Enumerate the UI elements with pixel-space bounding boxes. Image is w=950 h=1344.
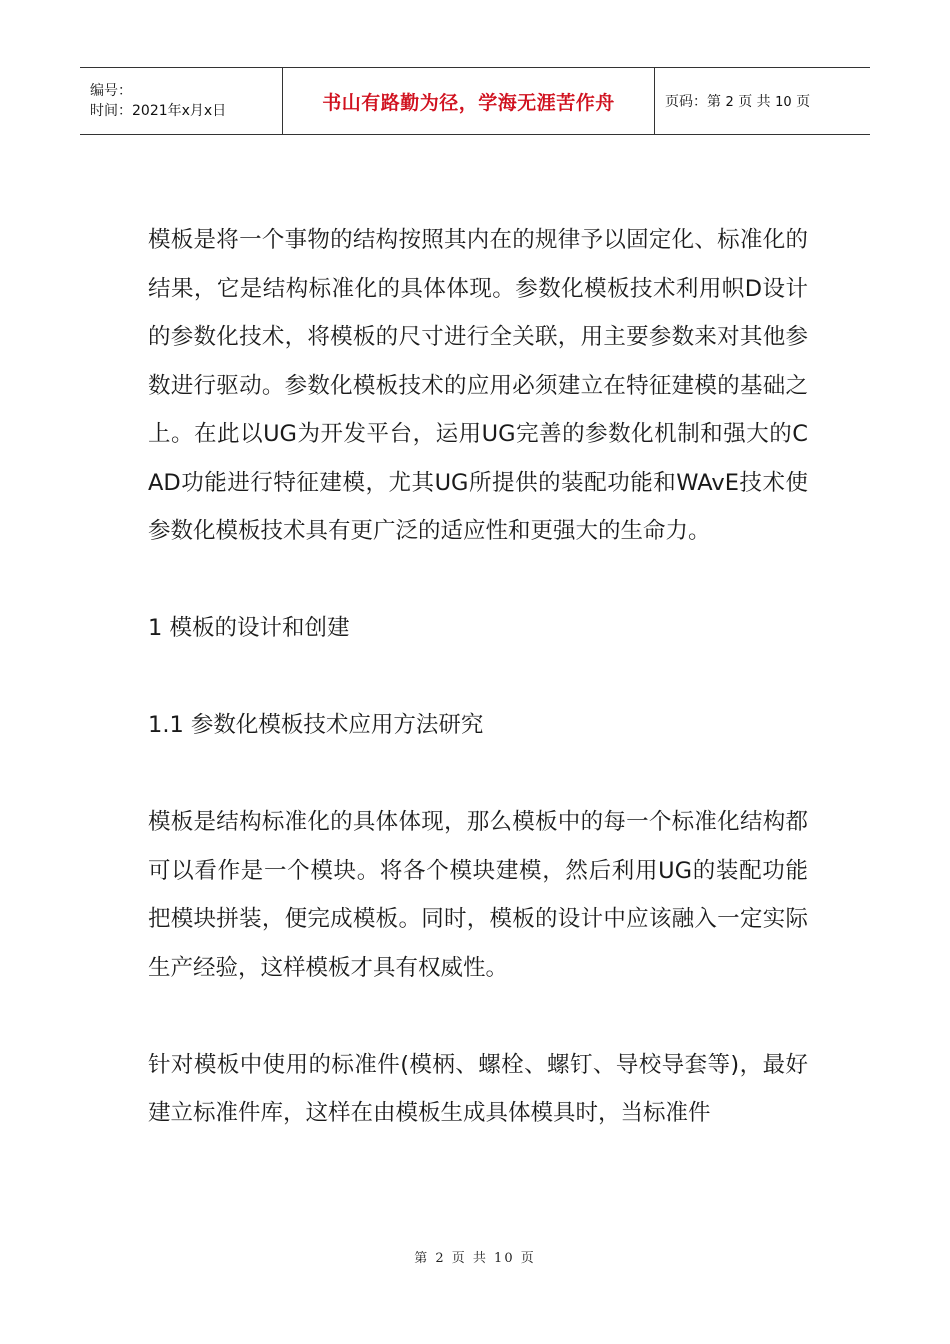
document-header	[80, 67, 870, 135]
paragraph-1: 模板是将一个事物的结构按照其内在的规律予以固定化、标准化的结果，它是结构标准化的具体体现。参数化模板技术利用帜D设计的参数化技术，将模板的尺寸进行全关联，用主要参数来对其他参数进行驱动。参数化模板技术的应用必须建立在特征建模的基础之上。在此以UG为开发平台，运用UG完善的参数化机制和强大的CAD功能进行特征建模，尤其UG所提供的装配功能和WAvE技术使参数化模板技术具有更广泛的适应性和更强大的生命力。	[148, 227, 808, 544]
page-current: 2	[725, 95, 734, 110]
page-info-suffix: 页	[796, 94, 811, 110]
header-slogan-cell	[282, 68, 655, 134]
section-heading-1: 1 模板的设计和创建	[148, 615, 350, 641]
paragraph-2: 模板是结构标准化的具体体现，那么模板中的每一个标准化结构都可以看作是一个模块。将各个模块建模，然后利用UG的装配功能把模块拼装，便完成模板。同时，模板的设计中应该融入一定实际生产经验，这样模板才具有权威性。	[148, 809, 808, 981]
code-label: 编号：	[90, 83, 132, 99]
page-footer: 第 2 页 共 10 页	[414, 1251, 536, 1266]
page-info-mid: 页 共	[738, 94, 771, 110]
document-body	[148, 216, 808, 1186]
slogan: 书山有路勤为径，学海无涯苦作舟	[322, 91, 615, 114]
header-meta	[80, 68, 282, 134]
paragraph-3: 针对模板中使用的标准件(模柄、螺栓、螺钉、导校导套等)，最好建立标准件库，这样在由模板生成具体模具时，当标准件	[148, 1051, 808, 1126]
section-heading-1-1: 1.1 参数化模板技术应用方法研究	[148, 712, 484, 738]
header-page-info	[655, 68, 870, 134]
date-label: 时间：2021年x月x日	[90, 103, 227, 119]
page-total: 10	[775, 95, 792, 110]
page-info-prefix: 页码：第	[665, 94, 721, 110]
